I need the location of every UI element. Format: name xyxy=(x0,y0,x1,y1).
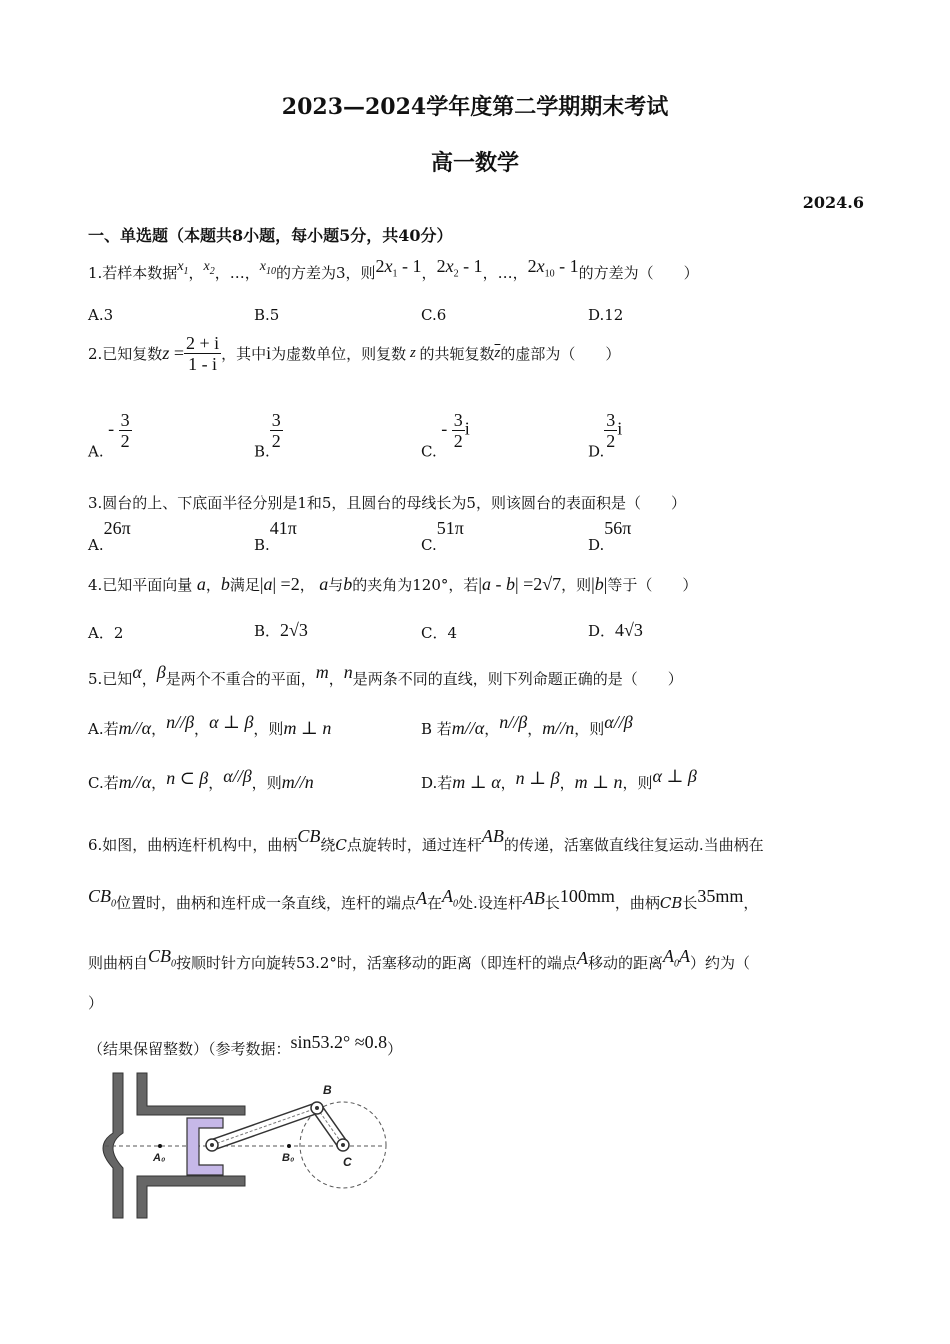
question-2-option-d: D. $\frac{3}{2}$ i xyxy=(588,410,623,461)
question-3-option-d: D.56π xyxy=(588,518,632,554)
exam-date: 2024.6 xyxy=(802,193,864,212)
label-c: C xyxy=(343,1155,352,1169)
question-3-option-a: A.26π xyxy=(88,518,131,554)
question-2-option-a: A. - $\frac{3}{2}$ xyxy=(88,410,130,461)
reference-data: sin53.2° ≈0.8 xyxy=(290,1032,388,1052)
question-1-option-a: A.3 xyxy=(88,306,114,324)
question-3-option-b: B.41π xyxy=(254,518,297,554)
top-guide xyxy=(137,1073,245,1115)
question-3-option-c: C.51π xyxy=(421,518,464,554)
question-1-option-c: C.6 xyxy=(421,306,447,324)
question-1-stem: 1.若样本数据$x_1$，$x_2$，…，$x_{10}$的方差为3，则$2x_1 - 1$，$2x_2 - 1$，…，$2x_{10} - 1$的方差为（ ） xyxy=(88,256,699,282)
question-4-option-a: A．2 xyxy=(88,624,124,642)
crank-mechanism-figure xyxy=(95,1068,395,1223)
label-a0: A₀ xyxy=(153,1152,166,1164)
question-2-option-c: C. - $\frac{3}{2}$ i xyxy=(421,410,470,461)
point-a0 xyxy=(158,1144,162,1148)
question-4-stem: 4.已知平面向量 a，b满足|a| =2， a与b的夹角为120°，若|a - b| =2√7，则|b|等于（ ） xyxy=(88,574,698,594)
question-6-line-5: （结果保留整数）（参考数据：sin53.2° ≈0.8） xyxy=(88,1032,403,1058)
question-6-line-4: ） xyxy=(88,994,104,1012)
question-1-option-d: D.12 xyxy=(588,306,624,324)
question-2-stem: 2.已知复数z = $\frac{2 + i}{1 - i}$ ，其中i为虚数单位，则复数 z 的共轭复数$\overline{z}$的虚部为（ ） xyxy=(88,333,621,374)
point-b0 xyxy=(287,1144,291,1148)
question-3-stem: 3.圆台的上、下底面半径分别是1和5，且圆台的母线长为5，则该圆台的表面积是（ ） xyxy=(88,494,686,512)
question-4-option-b: B．2√3 xyxy=(254,620,308,640)
exam-title: 2023—2024学年度第二学期期末考试 xyxy=(281,94,669,120)
question-4-option-c: C．4 xyxy=(421,624,458,642)
question-5-option-b: B 若m//α，n//β，m//n，则α//β xyxy=(421,712,633,738)
question-1-option-b: B.5 xyxy=(254,306,280,324)
section-heading: 一、单选题（本题共8小题，每小题5分，共40分） xyxy=(88,226,453,245)
exam-subtitle: 高一数学 xyxy=(430,150,519,176)
label-b0: B₀ xyxy=(282,1152,295,1164)
question-5-stem: 5.已知α，β是两个不重合的平面，m，n是两条不同的直线，则下列命题正确的是（ ） xyxy=(88,662,683,688)
question-6-line-2: $CB_0$位置时，曲柄和连杆成一条直线，连杆的端点A在$A_0$处.设连杆AB长100mm，曲柄CB长35mm， xyxy=(88,886,759,912)
question-2-option-b: B. $\frac{3}{2}$ xyxy=(254,410,281,461)
question-6-line-3: 则曲柄自$CB_0$按顺时针方向旋转53.2°时，活塞移动的距离（即连杆的端点A移动的距离$A_0A$）约为（ xyxy=(88,946,750,972)
question-6-line-1: 6.如图，曲柄连杆机构中，曲柄CB绕C点旋转时，通过连杆AB的传递，活塞做直线往复运动.当曲柄在 xyxy=(88,826,764,854)
question-4-option-d: D．4√3 xyxy=(588,620,643,640)
bottom-guide xyxy=(137,1176,245,1218)
question-5-option-a: A.若m//α，n//β，α ⊥ β，则m ⊥ n xyxy=(88,712,332,738)
question-5-option-d: D.若m ⊥ α，n ⊥ β，m ⊥ n，则α ⊥ β xyxy=(421,766,697,792)
label-b: B xyxy=(323,1083,332,1097)
question-5-option-c: C.若m//α，n ⊂ β，α//β，则m//n xyxy=(88,766,314,792)
